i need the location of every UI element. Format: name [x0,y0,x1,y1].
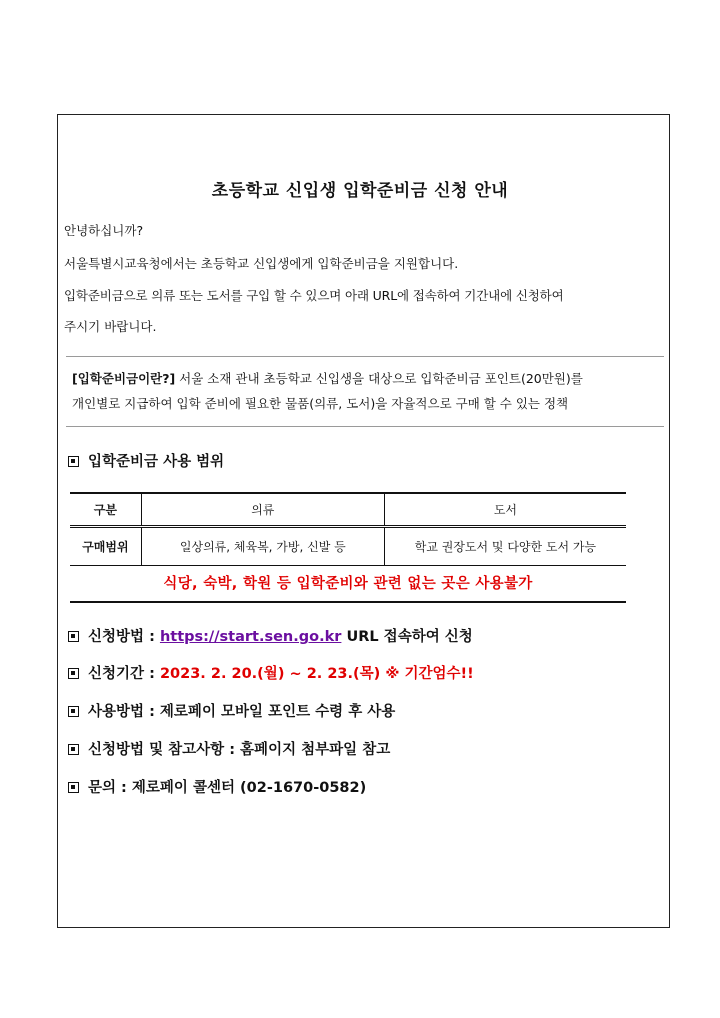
square-bullet-icon [68,631,79,642]
table-header-clothing: 의류 [141,493,384,527]
application-method-item [68,625,473,646]
square-bullet-icon [68,668,79,679]
application-period-item [68,662,474,683]
table-header-category: 구분 [70,493,141,527]
intro-support-notice: 서울특별시교육청에서는 초등학교 신입생에게 입학준비금을 지원합니다. [64,256,459,271]
reference-item [68,738,390,759]
definition-text-1: 서울 소재 관내 초등학교 신입생을 대상으로 입학준비금 포인트(20만원)를 [175,371,583,386]
table-cell-purchase-scope: 구매범위 [70,527,141,566]
divider-top [66,356,664,357]
application-method-label: 신청방법 : [88,629,160,645]
usage-table [70,492,626,566]
divider-bottom [66,426,664,427]
contact-item [68,776,366,797]
definition-text-2: 개인별로 지급하여 입학 준비에 필요한 물품(의류, 도서)을 자율적으로 구매 할 수 있는 정책 [72,396,569,411]
document-title: 초등학교 신입생 입학준비금 신청 안내 [211,181,509,201]
square-bullet-icon [68,744,79,755]
intro-instruction: 입학준비금으로 의류 또는 도서를 구입 할 수 있으며 아래 URL에 접속하여 기간내에 신청하여 [64,288,564,303]
usage-restriction-warning: 식당, 숙박, 학원 등 입학준비와 관련 없는 곳은 사용불가 [70,568,626,603]
table-header-row [70,493,626,527]
reference-text: 신청방법 및 참고사항 : 홈페이지 첨부파일 참고 [88,742,391,758]
usage-method-text: 사용방법 : 제로페이 모바일 포인트 수령 후 사용 [88,704,396,720]
application-method-suffix: URL 접속하여 신청 [341,629,473,645]
application-period-label: 신청기간 : [88,666,160,682]
table-cell-book-items: 학교 권장도서 및 다양한 도서 가능 [384,527,626,566]
definition-line-1 [72,371,583,387]
table-header-books: 도서 [384,493,626,527]
square-bullet-icon [68,782,79,793]
square-bullet-icon [68,706,79,717]
contact-text: 문의 : 제로페이 콜센터 (02-1670-0582) [88,780,367,796]
table-cell-clothing-items: 일상의류, 체육복, 가방, 신발 등 [141,527,384,566]
square-bullet-icon [68,456,79,467]
application-url-link[interactable]: https://start.sen.go.kr [159,629,342,645]
usage-method-item [68,700,395,721]
intro-closing: 주시기 바랍니다. [64,319,157,334]
definition-label: [입학준비금이란?] [72,371,176,386]
application-period-value: 2023. 2. 20.(월) ~ 2. 23.(목) ※ 기간엄수!! [159,666,474,682]
table-row [70,527,626,566]
usage-heading-text: 입학준비금 사용 범위 [88,454,225,470]
usage-section-heading [68,450,224,471]
intro-greeting: 안녕하십니까? [64,223,144,238]
